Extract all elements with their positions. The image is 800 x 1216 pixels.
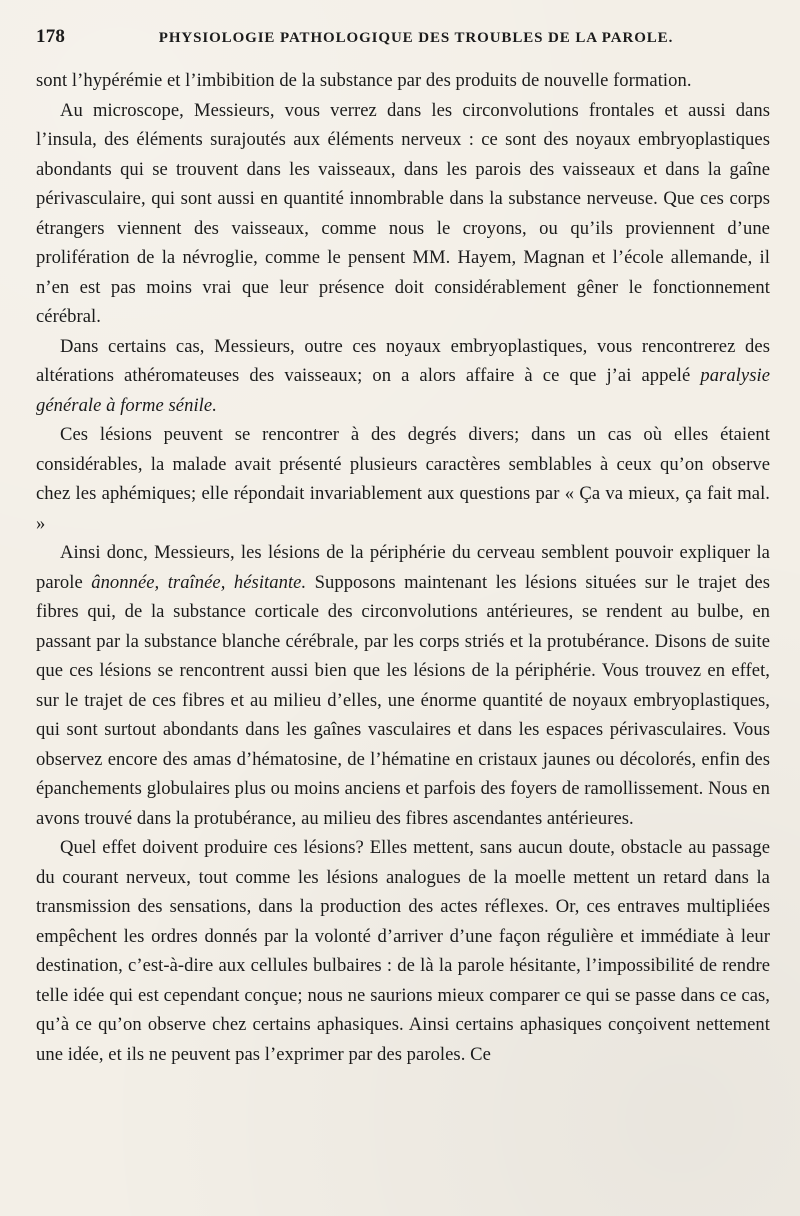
paragraph-6-text: Quel effet doivent produire ces lésions? Elles mettent, sans aucun doute, obstacle au passage du courant nerveux, tout comme les lésions analogues de la moelle mettent un retard dans la transmission des sensations, dans la production des actes réflexes. Or, ces entraves multipliées empêchent les ordres donnés par la volonté d’arriver d’une façon régulière et immédiate à leur destination, c’est-à-dire aux cellules bulbaires : de là la parole hésitante, l’impossibilité de rendre telle idée qui est cependant conçue; nous ne saurions mieux comparer ce qui se passe dans ce cas, qu’à ce qu’on observe chez certains aphasiques. Ainsi certains aphasiques conçoivent nettement une idée, et ils ne peuvent pas l’exprimer par des paroles. Ce (36, 837, 770, 1065)
paragraph-2-text: Au microscope, Messieurs, vous verrez dans les circonvolutions frontales et aussi dans l’insula, des éléments surajoutés aux éléments nerveux : ce sont des noyaux embryoplastiques abondants qui se trouvent dans les vaisseaux, dans les parois des vaisseaux et dans la gaîne périvasculaire, qui sont aussi en quantité innombrable dans la substance nerveuse. Que ces corps étrangers viennent des vaisseaux, comme nous le croyons, ou qu’ils proviennent d’une prolifération de la névroglie, comme le pensent MM. Hayem, Magnan et l’école allemande, il n’en est pas moins vrai que leur présence doit considérablement gêner le fonctionnement cérébral. (36, 99, 770, 327)
paragraph-1-text: sont l’hypérémie et l’imbibition de la substance par des produits de nouvelle formation. (36, 70, 692, 91)
paragraph-6 (36, 833, 770, 1069)
running-title: PHYSIOLOGIE PATHOLOGIQUE DES TROUBLES DE LA PAROLE. (158, 30, 674, 46)
paragraph-5 (36, 538, 770, 833)
paragraph-3-italic-term: paralysie générale à forme sénile. (36, 365, 770, 416)
paragraph-5-text-start: Ainsi donc, Messieurs, les lésions de la périphérie du cerveau semblent pouvoir expliquer la parole (36, 542, 770, 593)
paragraph-5-italic-terms: ânonnée, traînée, hésitante. (91, 571, 307, 593)
paragraph-3-text: Dans certains cas, Messieurs, outre ces noyaux embryoplastiques, vous rencontrerez des altérations athéromateuses des vaisseaux; on a alors affaire à ce que j’ai appelé (36, 335, 770, 386)
paragraph-1 (36, 66, 770, 96)
paragraph-4 (36, 420, 770, 538)
page-number: 178 (36, 26, 66, 47)
paragraph-3 (36, 332, 770, 421)
page-header (36, 26, 770, 56)
paragraph-4-text: Ces lésions peuvent se rencontrer à des degrés divers; dans un cas où elles étaient considérables, la malade avait présenté plusieurs caractères semblables à ceux qu’on observe chez les aphémiques; elle répondait invariablement aux questions par « Ça va mieux, ça fait mal. » (36, 424, 770, 534)
paragraph-2 (36, 96, 770, 332)
body-text (36, 66, 770, 1069)
paragraph-5-text-end: Supposons maintenant les lésions situées sur le trajet des fibres qui, de la substance corticale des circonvolutions antérieures, se rendent au bulbe, en passant par la substance blanche cérébrale, par les corps striés et la protubérance. Disons de suite que ces lésions se rencontrent aussi bien que les lésions de la périphérie. Vous trouvez en effet, sur le trajet de ces fibres et au milieu d’elles, une énorme quantité de noyaux embryoplastiques, qui sont surtout abondants dans les gaînes vasculaires et dans les espaces périvasculaires. Vous observez encore des amas d’hématosine, de l’hématine en cristaux jaunes ou décolorés, enfin des épanchements globulaires plus ou moins anciens et parfois des foyers de ramollissement. Nous en avons trouvé dans la protubérance, au milieu des fibres ascendantes antérieures. (36, 571, 770, 829)
